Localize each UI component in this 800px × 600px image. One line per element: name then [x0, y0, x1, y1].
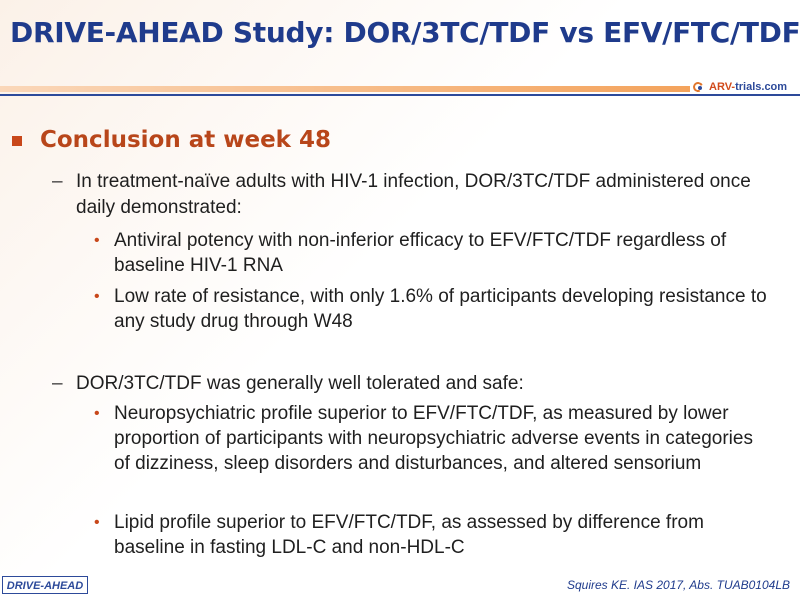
- dot-bullet: •: [94, 232, 100, 249]
- section-heading-text: Conclusion at week 48: [40, 127, 331, 153]
- dot-bullet: •: [94, 405, 100, 422]
- title-underline-blue: [0, 94, 800, 96]
- logo-domain: trials.com: [735, 81, 788, 93]
- subpoint-2-1-text: Neuropsychiatric profile superior to EFV/FTC/TDF, as measured by lower proportion of participants with neuropsychiatric adverse events in categories of dizziness, sleep disorders and disturbances, and altered sensorium: [114, 403, 753, 474]
- point-1-text: In treatment-naïve adults with HIV-1 infection, DOR/3TC/TDF administered once daily demonstrated:: [76, 171, 751, 218]
- title-underline-orange: [0, 86, 690, 92]
- subpoint-2-1: [94, 401, 774, 476]
- study-tag: DRIVE-AHEAD: [2, 576, 88, 594]
- subpoint-2-2-text: Lipid profile superior to EFV/FTC/TDF, as assessed by difference from baseline in fasting LDL-C and non-HDL-C: [114, 512, 704, 558]
- subpoint-1-1-text: Antiviral potency with non-inferior efficacy to EFV/FTC/TDF regardless of baseline HIV-1 RNA: [114, 230, 727, 276]
- dash-bullet: –: [52, 171, 63, 192]
- citation: Squires KE. IAS 2017, Abs. TUAB0104LB: [566, 578, 790, 592]
- arv-trials-logo[interactable]: [693, 78, 787, 96]
- subpoint-1-2-text: Low rate of resistance, with only 1.6% of participants developing resistance to any study drug through W48: [114, 286, 767, 332]
- subpoint-2-2: [94, 510, 774, 560]
- dash-bullet: –: [52, 373, 63, 394]
- section-heading: [12, 127, 331, 153]
- point-2: [52, 371, 752, 397]
- dot-bullet: •: [94, 514, 100, 531]
- subpoint-1-2: [94, 284, 774, 334]
- point-2-text: DOR/3TC/TDF was generally well tolerated and safe:: [76, 373, 524, 394]
- subpoint-1-1: [94, 228, 774, 278]
- arv-logo-icon: [693, 80, 707, 94]
- slide-title: DRIVE-AHEAD Study: DOR/3TC/TDF vs EFV/FTC/TDF: [10, 16, 800, 49]
- square-bullet-icon: [12, 136, 22, 146]
- dot-bullet: •: [94, 288, 100, 305]
- point-1: [52, 169, 752, 221]
- logo-brand: ARV-: [709, 81, 736, 93]
